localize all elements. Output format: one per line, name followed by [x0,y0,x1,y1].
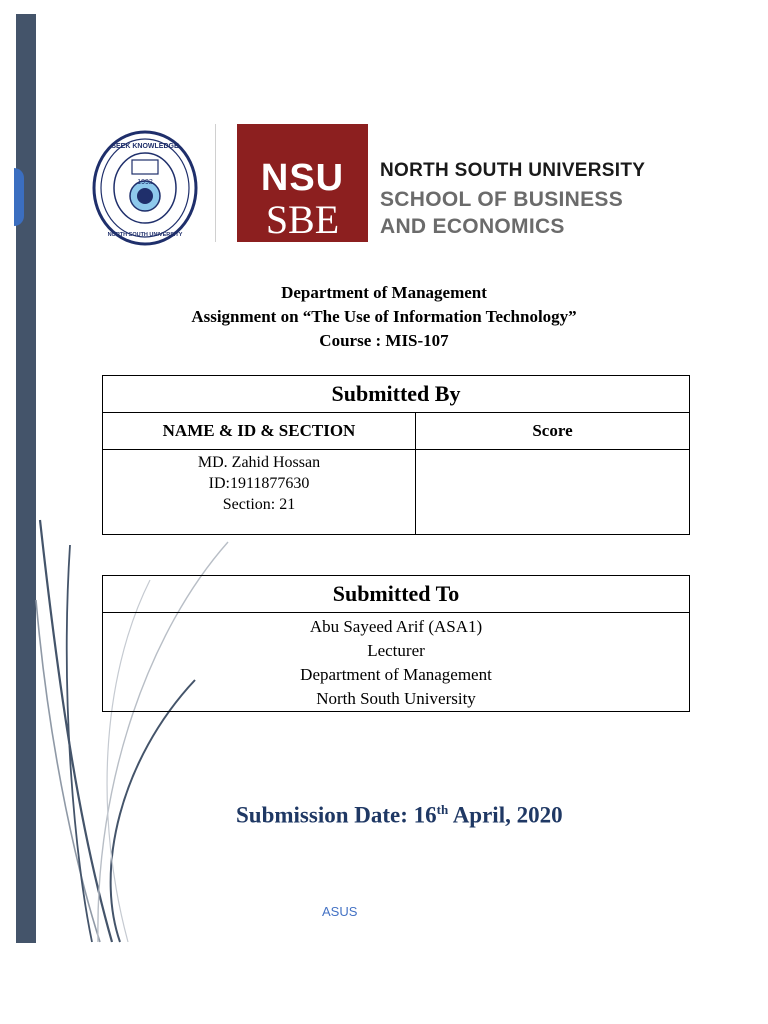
assignment-heading [0,281,768,353]
submitted-by-table [102,375,690,535]
university-name: NORTH SOUTH UNIVERSITY [380,160,646,181]
student-id: ID:1911877630 [208,475,310,492]
column-header-score: Score [416,413,690,450]
lecturer-designation: Lecturer [367,641,425,660]
school-name [380,186,623,240]
score-cell [416,450,690,535]
university-seal-logo [92,130,198,246]
swoosh-line [111,680,195,942]
submitted-to-table [102,575,690,712]
footer-author: ASUS [322,904,358,919]
swoosh-line [36,600,100,942]
department-title: Department of Management [281,283,487,302]
logo-divider [215,124,216,242]
swoosh-line [67,545,92,942]
submission-date [236,802,563,829]
lecturer-info-cell [103,613,690,712]
assignment-title: Assignment on “The Use of Information Technology” [191,307,577,326]
student-section: Section: 21 [222,496,296,513]
submission-date-label: Submission Date: 16 [236,802,437,828]
sbe-logo-text: SBE [265,197,340,242]
lecturer-name: Abu Sayeed Arif (ASA1) [309,617,483,636]
submitted-to-title: Submitted To [103,576,690,613]
svg-text:SEEK KNOWLEDGE: SEEK KNOWLEDGE [111,143,179,150]
nsu-sbe-logo [237,124,368,242]
svg-text:1992: 1992 [137,179,153,186]
school-name-line2: AND ECONOMICS [380,215,565,238]
svg-text:NORTH SOUTH UNIVERSITY: NORTH SOUTH UNIVERSITY [107,232,183,238]
course-title: Course : MIS-107 [319,331,449,350]
student-info-cell [103,450,416,535]
submitted-by-title: Submitted By [103,376,690,413]
column-header-name: NAME & ID & SECTION [103,413,416,450]
nsu-logo-text: NSU [260,157,345,199]
school-name-line1: SCHOOL OF BUSINESS [380,188,624,211]
student-name: MD. Zahid Hossan [197,454,321,471]
submission-date-suffix: th [436,802,449,817]
submission-date-rest: April, 2020 [448,802,563,828]
lecturer-university: North South University [316,689,476,708]
lecturer-department: Department of Management [300,665,492,684]
